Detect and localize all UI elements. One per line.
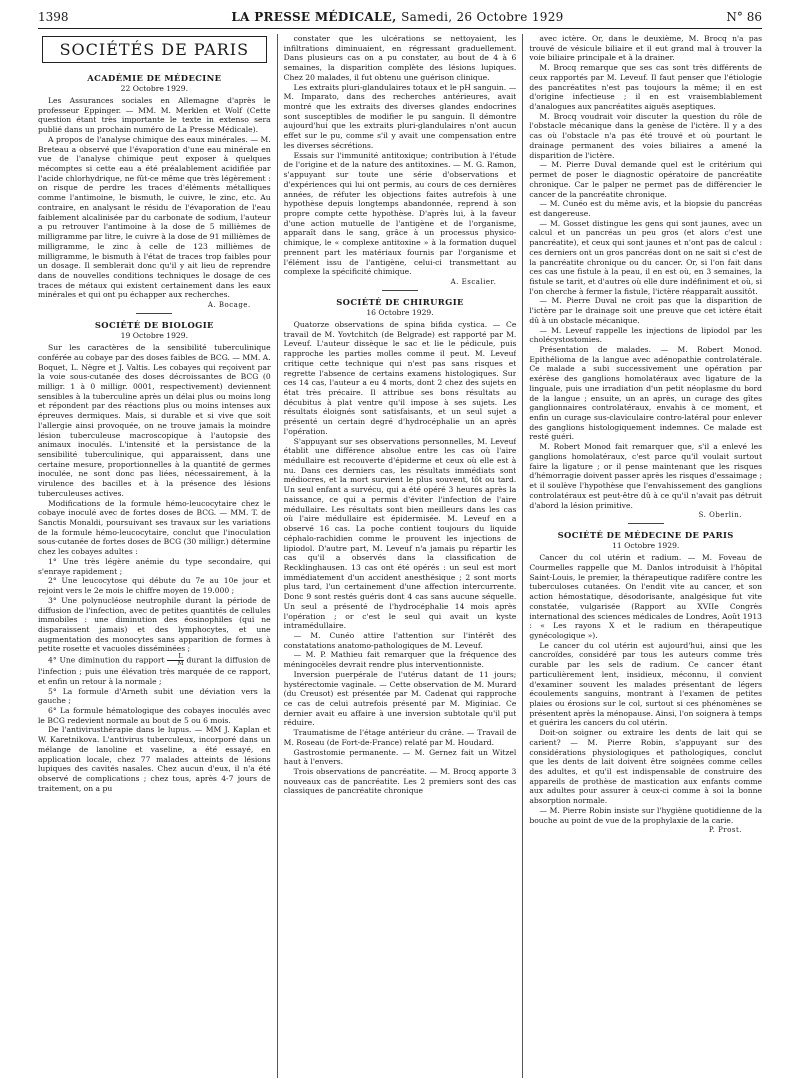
issue-number: N° 86 bbox=[726, 10, 762, 24]
paragraph: De l'antivirusthérapie dans le lupus. — MM J. Kaplan et W. Karetnikova. L'antivirus tuberculeux, incorporé dans un mélange de lanoline et vaseline, a été essayé, en application locale, chez 77 malades atteints de lésions lupiques des cavités nasales. Chez aucun d'eux, il n'a été observé de complications ; chez tous, après 4-7 jours de traitement, on a pu bbox=[38, 725, 271, 793]
divider bbox=[136, 313, 172, 314]
fraction-lead-text: 4° Une diminution du rapport bbox=[48, 655, 165, 665]
paragraph: M. Brocq voudrait voir discuter la question du rôle de l'obstacle mécanique dans la genèse de l'ictère. Il y a des cas où l'obstacle n'a pas été trouvé et où pourtant le drainage permanent des voies biliaires a amené la disparition de l'ictère. bbox=[529, 111, 763, 160]
paragraph: Traumatisme de l'étage antérieur du crâne. — Travail de M. Roseau (de Fort-de-France) relaté par M. Houdard. bbox=[283, 728, 517, 747]
signature: A. Escalier. bbox=[450, 277, 497, 286]
paragraph: 1° Une très légère anémie du type secondaire, qui s'enraye rapidement ; bbox=[38, 556, 271, 576]
paragraph-fraction bbox=[38, 654, 271, 686]
paragraph: 3° Une polynucléose neutrophile durant la période de diffusion de l'infection, avec de petites quantités de cellules immobiles : une diminution des éosinophiles (qui ne disparaissent jamais) et des lymphocytes, et une augmentation des monocytes sans apparition de formes à petite rosette et vacuoles disséminées ; bbox=[38, 595, 271, 654]
column-1 bbox=[38, 34, 271, 1078]
issue-date: Samedi, 26 Octobre 1929 bbox=[401, 10, 564, 24]
signature: P. Prost. bbox=[708, 826, 743, 835]
column-3 bbox=[522, 34, 762, 1078]
page-number: 1398 bbox=[38, 10, 69, 24]
section-date: 16 Octobre 1929. bbox=[366, 307, 434, 317]
paragraph: Doit-on soigner ou extraire les dents de lait qui se carient? — M. Pierre Robin, s'appuyant sur des considérations physiologiques et pathologiques, conclut que les dents de lait doivent être soignées comme celles des adultes, et qu'il est indispensable de construire des appareils de prothèse de mastication aux enfants comme aux adultes pour assurer à ceux-ci comme à soi la bonne absorption normale. bbox=[529, 728, 763, 806]
page-header bbox=[38, 6, 762, 29]
section-title-biologie: SOCIÉTÉ DE BIOLOGIE bbox=[94, 320, 214, 331]
paragraph: 5° La formule d'Arneth subit une déviation vers la gauche ; bbox=[38, 686, 271, 706]
paragraph: M. Brocq remarque que ses cas sont très différents de ceux rapportés par M. Leveuf. Il faut penser que l'étiologie des pancréatites n'est pas toujours la même; il en est d'origine infectieuse ; il en est vraisemblablement d'analogues aux pancréatites aiguës aseptiques. bbox=[529, 63, 763, 112]
signature: A. Bocage. bbox=[207, 301, 251, 310]
paragraph: 2° Une leucocytose qui débute du 7e au 10e jour et rejoint vers le 2e mois le chiffre moyen de 19.000 ; bbox=[38, 576, 271, 596]
column-2 bbox=[277, 34, 517, 1078]
section-title-academie: ACADÉMIE DE MÉDECINE bbox=[87, 73, 222, 83]
paragraph: Inversion puerpérale de l'utérus datant de 11 jours; hystérectomie vaginale. — Cette observation de M. Murard (du Creusot) est présentée par M. Cadenat qui rapproche ce cas de celui autrefois présenté par M. Miginiac. Ce dernier avait eu affaire à une inversion subtotale qu'il put réduire. bbox=[283, 669, 517, 728]
paragraph: Modifications de la formule hémo-leucocytaire chez le cobaye inoculé avec de fortes doses de BCG. — MM. T. de Sanctis Monaldi, poursuivant ses travaux sur les variations de la formule hémo-leucocytaire, conclut que l'inoculation sous-cutanée de fortes doses de BCG (30 milligr.) détermine chez les cobayes adultes : bbox=[38, 498, 271, 557]
paragraph: Les extraits pluri-glandulaires totaux et le pH sanguin. — M. Imparato, dans des recherches antérieures, avait montré que les extraits des diverses glandes endocrines sont susceptibles de modifier le pu sanguin. Il démontre aujourd'hui que les extraits pluri-glandulaires n'ont aucun effet sur le pu, comme s'il y avait une compensation entre les diverses sécrétions. bbox=[283, 82, 517, 150]
paragraph: — M. Pierre Duval ne croit pas que la disparition de l'ictère par le drainage soit une preuve que cet ictère était dû à un obstacle mécanique. bbox=[529, 296, 763, 325]
main-title: SOCIÉTÉS DE PARIS bbox=[42, 36, 267, 63]
paragraph: — M. Cunéo est du même avis, et la biopsie du pancréas est dangereuse. bbox=[529, 199, 763, 218]
section-date: 22 Octobre 1929. bbox=[120, 84, 188, 93]
divider bbox=[382, 290, 418, 291]
paragraph: avec ictère. Or, dans le deuxième, M. Brocq n'a pas trouvé de vésicule biliaire et il eut grand mal à trouver la voie biliaire principale et à la drainer. bbox=[529, 34, 763, 63]
journal-title bbox=[231, 10, 563, 24]
section-date: 19 Octobre 1929. bbox=[120, 331, 188, 341]
paragraph: — M. Gosset distingue les gens qui sont jaunes, avec un calcul et un pancréas un peu gros (et alors c'est une pancréatite), et ceux qui sont jaunes et n'ont pas de calcul : ces derniers ont un gros pancréas dont on ne sait si c'est de la pancréatite chronique ou du cancer. Or, si l'on fait dans ces cas une fistule à la peau, il en est où, en 3 semaines, la fistule se tarit, et d'autres où elle dure indéfiniment et où, si l'on cherche à fermer la fistule, l'ictère réapparaît aussitôt. bbox=[529, 218, 763, 296]
signature: S. Oberlin. bbox=[698, 511, 743, 520]
paragraph: — M. P. Mathieu fait remarquer que la fréquence des méningocèles devrait rendre plus interventionniste. bbox=[283, 650, 517, 670]
journal-name: LA PRESSE MÉDICALE, bbox=[231, 10, 397, 24]
paragraph: — M. Pierre Robin insiste sur l'hygiène quotidienne de la bouche au point de vue de la prophylaxie de la carie. bbox=[529, 805, 763, 825]
paragraph: M. Robert Monod fait remarquer que, s'il a enlevé les ganglions homolatéraux, c'est parce qu'il voulait surtout faire la ligature ; or il pense maintenant que les risques d'hémorragie doivent passer après les risques d'essaimage ; et il soulève l'hypothèse que l'envahissement des ganglions controlatéraux est peut-être dû à ce qu'il n'avait pas détruit d'abord la lésion primitive. bbox=[529, 442, 763, 510]
paragraph: constater que les ulcérations se nettoyaient, les infiltrations diminuaient, en régressant graduellement. Dans plusieurs cas on a pu constater, au bout de 4 à 6 semaines, la disparition complète des lésions lupiques. Chez 20 malades, il fut obtenu une guérison clinique. bbox=[283, 34, 517, 82]
section-title-chirurgie: SOCIÉTÉ DE CHIRURGIE bbox=[336, 296, 464, 307]
paragraph: 6° La formule hématologique des cobayes inoculés avec le BCG redevient normale au bout de 5 ou 6 mois. bbox=[38, 705, 271, 725]
paragraph: Cancer du col utérin et radium. — M. Foveau de Courmelles rappelle que M. Danlos introduisit à l'hôpital Saint-Louis, le premier, la thérapeutique radifère contre les tuberculoses cutanées. On l'endit vite au cancer, et son action hémostatique, désodorisante, analgésique fut vite constatée, vulgarisée (Rapport au XVIIe Congrès international des sciences médicales de Londres, Août 1913 : « Les rayons X et le radium en thérapeutique gynécologique »). bbox=[529, 553, 763, 640]
paragraph: Essais sur l'immunité antitoxique; contribution à l'étude de l'origine et de la nature des antitoxines. — M. G. Ramon, s'appuyant sur toute une série d'observations et d'expériences qui lui ont permis, au cours de ces dernières années, de réfuter les objections faites autrefois à une hypothèse depuis longtemps abandonnée, reprend à son propre compte cette hypothèse. D'après lui, à la faveur d'une action mutuelle de l'antigène et de l'organisme, apparaît dans le sang, grâce à un processus physico-chimique, le « complexe antitoxine » à la formation duquel prennent part les matériaux fournis par l'organisme et l'élément issu de l'antigène, celui-ci transmettant au complexe la spécificité chimique. bbox=[283, 150, 517, 277]
paragraph: Quatorze observations de spina bifida cystica. — Ce travail de M. Yovtchitch (de Belgrade) est rapporté par M. Leveuf. L'auteur dissèque le sac et lie le pédicule, puis rapproche les parties molles comme il peut. M. Leveuf critique cette technique qui n'est pas sans risques et regrette l'absence de certains examens histologiques. Sur ces 14 cas, l'auteur a eu 4 morts, dont 2 chez des sujets en état très précaire. Il attribue ses bons résultats au décubitus à plat ventre qu'il impose à ses sujets. Les résultats éloignés sont satisfaisants, et un seul sujet a présenté un certain degré d'hydrocéphalie un an après l'opération. bbox=[283, 319, 517, 436]
paragraph: A propos de l'analyse chimique des eaux minérales. — M. Breteau a observé que l'évaporation d'une eau minérale en vue de l'analyse chimique peut exposer à quelques mécomptes si cette eau a été préalablement acidifiée par l'acide chlorhydrique, ne fût-ce même que très légèrement : on risque de perdre les traces d'éléments métalliques comme l'antimoine, le bismuth, le cuivre, le zinc, etc. Au contraire, en analysant le résidu de l'évaporation de l'eau faiblement alcalinisée par du carbonate de sodium, l'auteur a pu retrouver l'antimoine à la dose de 5 millièmes de milligramme par litre, le cuivre à la dose de 91 millièmes de milligramme, le zinc à celle de 123 millièmes de milligramme, le bismuth à l'état de traces trop faibles pour un dosage. Il semblerait donc qu'il y ait lieu de reprendre dans de nouvelles conditions techniques le dosage de ces traces de métaux qui existent certainement dans les eaux minérales et qui ont pu échapper aux recherches. bbox=[38, 134, 271, 300]
paragraph: Sur les caractères de la sensibilité tuberculinique conférée au cobaye par des doses faibles de BCG. — MM. A. Boquet, L. Nègre et J. Valtis. Les cobayes qui reçoivent par la voie sous-cutanée des doses décroissantes de BCG (0 milligr. 1 à 0 milligr. 0001, respectivement) deviennent sensibles à la tuberculine après un délai plus ou moins long et répondent par des réactions plus ou moins intenses aux épreuves dermiques. Mais, si durable et si vive que soit l'allergie ainsi provoquée, on ne trouve jamais la moindre lésion tuberculeuse macroscopique à l'autopsie des animaux inoculés. L'intensité et la persistance de la sensibilité tuberculinique, qui apparaissent, dans une certaine mesure, proportionnelles à la quantité de germes inoculée, ne sont donc pas liées, nécessairement, à la virulence des bacilles et à la présence des lésions tuberculeuses actives. bbox=[38, 343, 271, 498]
divider bbox=[628, 523, 664, 524]
paragraph: Trois observations de pancréatite. — M. Brocq apporte 3 nouveaux cas de pancréatite. Les 2 premiers sont des cas classiques de pancréatite chronique bbox=[283, 767, 517, 796]
paragraph: S'appuyant sur ses observations personnelles, M. Leveuf établit une différence absolue entre les cas où l'aire médullaire est recouverte d'épiderme et ceux où elle est à nu. Dans ces derniers cas, les résultats immédiats sont médiocres, et la mort survient le plus souvent, tôt ou tard. Un seul enfant a survécu, qui a été opéré 3 heures après la naissance, ce qui a permis d'éviter l'infection de l'aire médullaire. Les résultats sont bien meilleurs dans les cas où l'aire médullaire est épidermisée. M. Leveuf en a observé 16 cas. La poche contient toujours du liquide céphalo-rachidien comme le prouvent les injections de lipiodol. D'autre part, M. Leveuf n'a jamais pu répartir les cas qu'il a observés dans la classification de Recklinghausen. 13 cas ont été opérés : un seul est mort immédiatement d'un accident anesthésique ; 2 sont morts plus tard, l'un certainement d'une affection intercurrente. Donc 9 sont restés guéris dont 4 cas sans aucune séquelle. Un seul a présenté de l'hydrocéphalie 14 mois après l'opération ; or c'est le seul qui avait un kyste intramédullaire. bbox=[283, 436, 517, 631]
fraction-tail-text: durant la diffusion de l'infection ; puis une élévation très marquée de ce rapport, et enfin un retour à la normale ; bbox=[38, 655, 271, 686]
section-title-medecine-paris: SOCIÉTÉ DE MÉDECINE DE PARIS bbox=[557, 530, 734, 541]
paragraph: — M. Cunéo attire l'attention sur l'intérêt des constatations anatomo-pathologiques de M. Leveuf. bbox=[283, 630, 517, 650]
paragraph: Le cancer du col utérin est aujourd'hui, ainsi que les cancroïdes, considéré par tous les auteurs comme très curable par les sels de radium. Ce cancer étant particulièrement lent, insidieux, méconnu, il convient d'examiner souvent les malades présentant de légers écoulements sanguins, montrant à l'examen de petites plaies ou érosions sur le col, surtout si ces phénomènes se présentent après la ménopause. Ainsi, l'on soignera à temps et guérira les cancers du col utérin. bbox=[529, 640, 763, 728]
paragraph: — M. Leveuf rappelle les injections de lipiodol par les cholécystostomies. bbox=[529, 325, 763, 345]
article-columns bbox=[38, 34, 762, 1078]
paragraph: — M. Pierre Duval demande quel est le critérium qui permet de poser le diagnostic opératoire de pancréatite chronique. Car le palper ne permet pas de différencier le cancer de la pancréatite chronique. bbox=[529, 160, 763, 199]
paragraph: Les Assurances sociales en Allemagne d'après le professeur Eppinger. — MM. M. Merklen et Wolf (Cette question étant très importante le texte in extenso sera publié dans un prochain numéro de La Presse Médicale). bbox=[38, 96, 271, 135]
paragraph: Gastrostomie permanente. — M. Gernez fait un Witzel haut à l'envers. bbox=[283, 747, 517, 767]
section-date: 11 Octobre 1929. bbox=[612, 541, 680, 551]
paragraph: Présentation de malades. — M. Robert Monod. Epithélioma de la langue avec adénopathie controlatérale. Ce malade a subi successivement une opération par exérèse des ganglions homolatéraux avec ligature de la linguale, puis une irradiation d'un petit néoplasme du bord de la langue ; ensuite, un an après, un curage des gîtes ganglionnaires controlatéraux, envahis à ce moment, et enfin un curage sus-claviculaire contro-latéral pour enlever des ganglions histologiquement indemnes. Ce malade est resté guéri. bbox=[529, 345, 763, 442]
fraction-denominator: M bbox=[177, 660, 184, 668]
fraction-l-over-m bbox=[167, 654, 183, 667]
fraction-numerator: L bbox=[167, 654, 183, 661]
